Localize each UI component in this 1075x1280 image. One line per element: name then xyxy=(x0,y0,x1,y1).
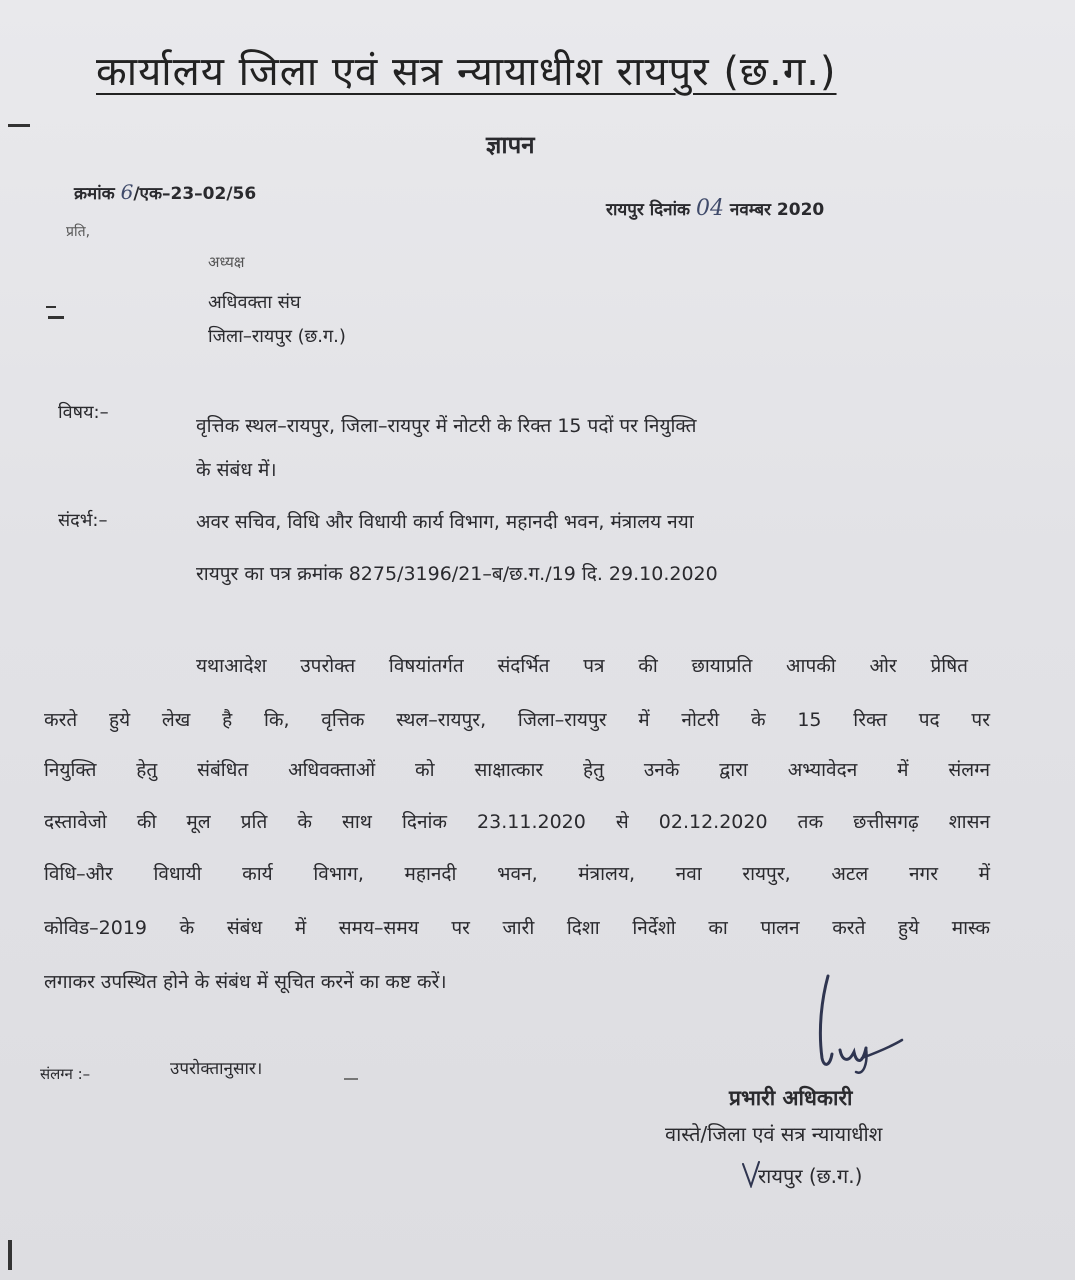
office-title: कार्यालय जिला एवं सत्र न्यायाधीश रायपुर (छ.ग.) xyxy=(96,49,837,95)
reference-code: /एक–23–02/56 xyxy=(133,184,257,204)
body-line: कोविड–2019 के संबंध में समय–समय पर जारी दिशा निर्देशो का पालन करते हुये मास्क xyxy=(44,917,990,939)
margin-mark xyxy=(46,306,56,308)
signatory-line: रायपुर (छ.ग.) xyxy=(758,1164,863,1188)
body-line: यथाआदेश उपरोक्त विषयांतर्गत संदर्भित पत्र की छायाप्रति आपकी ओर प्रेषित xyxy=(196,655,968,677)
date-suffix: नवम्बर 2020 xyxy=(729,200,825,220)
reference-prefix: क्रमांक xyxy=(74,184,115,204)
body-line: दस्तावेजो की मूल प्रति के साथ दिनांक 23.11.2020 से 02.12.2020 तक छत्तीसगढ़ शासन xyxy=(44,811,990,833)
body-line: नियुक्ति हेतु संबंधित अधिवक्ताओं को साक्षात्कार हेतु उनके द्वारा अभ्यावेदन में संलग्न xyxy=(44,759,990,781)
margin-mark xyxy=(344,1078,358,1080)
enclosure-value: उपरोक्तानुसार। xyxy=(170,1059,263,1079)
date-prefix: रायपुर दिनांक xyxy=(606,200,691,220)
to-label: प्रति, xyxy=(66,224,91,240)
reference-number xyxy=(74,180,256,204)
addressee-line: अधिवक्ता संघ xyxy=(208,292,301,313)
margin-mark xyxy=(48,316,64,319)
margin-mark xyxy=(8,124,30,127)
subject-line: के संबंध में। xyxy=(196,459,277,481)
margin-mark xyxy=(8,1240,12,1270)
addressee-line: अध्यक्ष xyxy=(208,253,245,271)
reference-letter-line: रायपुर का पत्र क्रमांक 8275/3196/21–ब/छ.ग./19 दि. 29.10.2020 xyxy=(196,563,718,585)
enclosure-label: संलग्न :– xyxy=(40,1065,91,1083)
memo-heading: ज्ञापन xyxy=(486,131,535,159)
handwritten-day: 04 xyxy=(696,196,724,221)
reference-letter-line: अवर सचिव, विधि और विधायी कार्य विभाग, महानदी भवन, मंत्रालय नया xyxy=(196,511,694,533)
subject-label: विषय:– xyxy=(58,402,109,423)
body-line: लगाकर उपस्थित होने के संबंध में सूचित करनें का कष्ट करें। xyxy=(44,971,447,993)
subject-line: वृत्तिक स्थल–रायपुर, जिला–रायपुर में नोटरी के रिक्त 15 पदों पर नियुक्ति xyxy=(196,415,697,437)
date-line xyxy=(606,196,824,221)
handwritten-number: 6 xyxy=(120,180,134,204)
addressee-line: जिला–रायपुर (छ.ग.) xyxy=(208,326,346,347)
signature-icon xyxy=(804,968,914,1078)
signatory-designation: प्रभारी अधिकारी xyxy=(729,1086,853,1110)
reference-letter-label: संदर्भ:– xyxy=(58,510,108,531)
body-line: विधि–और विधायी कार्य विभाग, महानदी भवन, मंत्रालय, नवा रायपुर, अटल नगर में xyxy=(44,863,990,885)
body-line: करते हुये लेख है कि, वृत्तिक स्थल–रायपुर, जिला–रायपुर में नोटरी के 15 रिक्त पद पर xyxy=(44,709,990,731)
signatory-line: वास्ते/जिला एवं सत्र न्यायाधीश xyxy=(665,1122,883,1146)
